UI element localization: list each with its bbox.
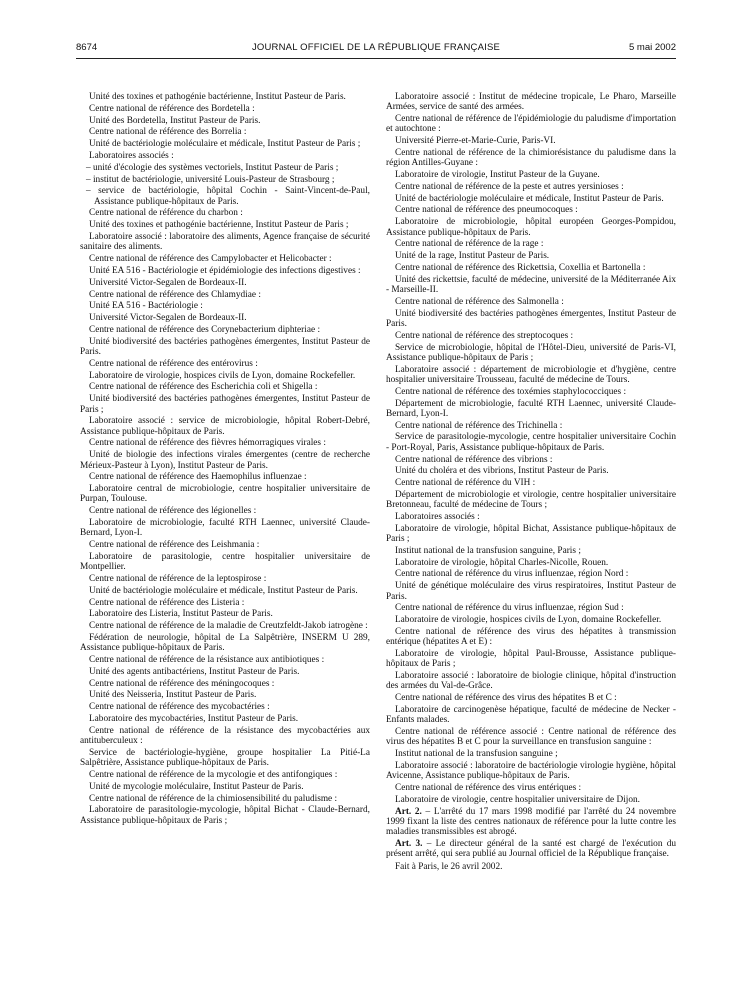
paragraph: Laboratoire de virologie, hôpital Bichat, Assistance publique-hôpitaux de Paris ; xyxy=(386,523,676,545)
paragraph: Centre national de référence des Chlamydiae : xyxy=(89,289,261,300)
paragraph: Département de microbiologie et virologie, centre hospitalier universitaire Bretonneau, faculté de médecine de Tours ; xyxy=(386,489,676,511)
paragraph: Laboratoire associé : Institut de médecine tropicale, Le Pharo, Marseille Armées, service de santé des armées. xyxy=(386,92,676,113)
right-column-list xyxy=(386,92,676,805)
paragraph: Centre national de référence des streptocoques : xyxy=(395,330,574,341)
paragraph: Laboratoire associé : département de microbiologie et d'hygiène, centre hospitalier universitaire Trousseau, faculté de médecine de Tours. xyxy=(386,364,676,385)
paragraph: Unité de génétique moléculaire des virus respiratoires, Institut Pasteur de Paris. xyxy=(386,581,676,602)
paragraph: Unité biodiversité des bactéries pathogènes émergentes, Institut Pasteur de Paris. xyxy=(386,308,676,329)
paragraph: Unité de biologie des infections virales émergentes (centre de recherche Mérieux-Pasteur à Lyon), Institut Pasteur de Paris. xyxy=(80,450,370,471)
paragraph: Unité des rickettsie, faculté de médecine, université de la Méditerranée Aix - Marseille-II. xyxy=(386,274,676,296)
left-column xyxy=(80,92,370,828)
paragraph: – service de bactériologie, hôpital Cochin - Saint-Vincent-de-Paul, Assistance publique-hôpitaux de Paris. xyxy=(86,186,370,207)
paragraph: Centre national de référence des Corynebacterium diphteriae : xyxy=(89,324,321,335)
paragraph: Centre national de référence de la chimiosensibilité du paludisme : xyxy=(89,793,338,804)
paragraph: Centre national de référence de la chimiorésistance du paludisme dans la région Antilles-Guyane : xyxy=(386,147,676,169)
paragraph: Centre national de référence associé : Centre national de référence des virus des hépatites B et C pour la surveillance en transfusion sanguine : xyxy=(386,727,676,748)
paragraph: Centre national de référence des Borrelia : xyxy=(89,127,247,138)
paragraph: Laboratoire associé : service de microbiologie, hôpital Robert-Debré, Assistance publique-hôpitaux de Paris. xyxy=(80,416,370,437)
paragraph: Centre national de référence des Listeria : xyxy=(89,597,245,608)
page-number: 8674 xyxy=(76,42,98,53)
article-2-text: – L'arrêté du 17 mars 1998 modifié par l'arrêté du 24 novembre 1999 fixant la liste des centres nationaux de référence pour la lutte contre les maladies transmissibles est abrogé. xyxy=(386,806,677,838)
paragraph: Centre national de référence de la résistance des mycobactéries aux antituberculeux : xyxy=(80,725,370,747)
paragraph: Centre national de référence des Trichinella : xyxy=(395,420,563,431)
paragraph: – institut de bactériologie, université Louis-Pasteur de Strasbourg ; xyxy=(86,174,335,185)
paragraph: Centre national de référence de la peste et autres yersinioses : xyxy=(395,181,624,192)
paragraph: Institut national de la transfusion sanguine, Paris ; xyxy=(395,545,581,556)
paragraph: Unité du choléra et des vibrions, Institut Pasteur de Paris. xyxy=(395,466,609,477)
paragraph: Centre national de référence des Leishmania : xyxy=(89,540,260,551)
page-header xyxy=(76,42,676,56)
article-2-label: Art. 2. xyxy=(395,806,422,817)
paragraph: Centre national de référence des toxémies staphylococciques : xyxy=(395,386,627,397)
paragraph: Laboratoire associé : laboratoire de bactériologie virologie hygiène, hôpital Avicenne, Assistance publique-hôpitaux de Paris. xyxy=(386,761,676,782)
paragraph: Laboratoires associés : xyxy=(395,511,480,522)
paragraph: Centre national de référence des vibrions : xyxy=(395,454,553,465)
paragraph: Centre national de référence des Haemophilus influenzae : xyxy=(89,472,307,483)
paragraph: Département de microbiologie, faculté RTH Laennec, université Claude-Bernard, Lyon-I. xyxy=(386,398,676,419)
paragraph: Laboratoire de virologie, hôpital Paul-Brousse, Assistance publique-hôpitaux de Paris ; xyxy=(386,649,676,670)
paragraph: Laboratoire de parasitologie, centre hospitalier universitaire de Montpellier. xyxy=(80,551,370,573)
paragraph: Unité EA 516 - Bactériologie : xyxy=(89,301,203,312)
paragraph: Service de microbiologie, hôpital de l'Hôtel-Dieu, université de Paris-VI, Assistance publique-hôpitaux de Paris ; xyxy=(386,342,676,363)
paragraph: Laboratoire de microbiologie, faculté RTH Laennec, université Claude-Bernard, Lyon-I. xyxy=(80,517,370,539)
paragraph: Laboratoire des mycobactéries, Institut Pasteur de Paris. xyxy=(89,714,299,725)
right-column xyxy=(386,92,676,873)
issue-date: 5 mai 2002 xyxy=(628,42,676,53)
header-rule xyxy=(76,58,676,59)
paragraph: Unité des toxines et pathogénie bactérienne, Institut Pasteur de Paris. xyxy=(89,92,346,102)
paragraph: Centre national de référence des virus entériques : xyxy=(395,783,582,794)
paragraph: Centre national de référence des Rickettsia, Coxellia et Bartonella : xyxy=(395,262,646,273)
paragraph: Centre national de référence des fièvres hémorragiques virales : xyxy=(89,438,326,449)
paragraph: Centre national de référence de la mycologie et des antifongiques : xyxy=(89,770,338,781)
paragraph: Institut national de la transfusion sanguine ; xyxy=(395,749,558,760)
paragraph: Laboratoire de microbiologie, hôpital européen Georges-Pompidou, Assistance publique-hôpitaux de Paris. xyxy=(386,217,676,238)
article-2 xyxy=(386,807,676,838)
paragraph: Centre national de référence des virus des hépatites B et C : xyxy=(395,693,617,704)
paragraph: Unité de bactériologie moléculaire et médicale, Institut Pasteur de Paris. xyxy=(395,193,664,204)
paragraph: Université Victor-Segalen de Bordeaux-II. xyxy=(89,277,247,288)
paragraph: Centre national de référence du virus influenzae, région Nord : xyxy=(395,569,629,580)
paragraph: Unité des Neisseria, Institut Pasteur de Paris. xyxy=(89,690,257,701)
paragraph: Centre national de référence des Escherichia coli et Shigella : xyxy=(89,382,318,393)
paragraph: Laboratoire de virologie, centre hospitalier universitaire de Dijon. xyxy=(395,794,640,805)
paragraph: Centre national de référence du VIH : xyxy=(395,478,536,489)
paragraph: Unité des toxines et pathogénie bactérienne, Institut Pasteur de Paris ; xyxy=(89,220,349,231)
paragraph: Centre national de référence des entérovirus : xyxy=(89,358,258,369)
paragraph: Laboratoire des Listeria, Institut Pasteur de Paris. xyxy=(89,609,273,620)
paragraph: Centre national de référence de l'épidémiologie du paludisme d'importation et autochtone : xyxy=(386,114,676,135)
paragraph: Unité de mycologie moléculaire, Institut Pasteur de Paris. xyxy=(89,781,304,792)
paragraph: Laboratoire de virologie, hôpital Charles-Nicolle, Rouen. xyxy=(395,557,609,568)
paragraph: Unité EA 516 - Bactériologie et épidémiologie des infections digestives : xyxy=(89,265,361,276)
paragraph: Centre national de référence de la résistance aux antibiotiques : xyxy=(89,655,325,666)
paragraph: Laboratoire associé : laboratoire de biologie clinique, hôpital d'instruction des armées du Val-de-Grâce. xyxy=(386,671,676,692)
paragraph: Université Victor-Segalen de Bordeaux-II. xyxy=(89,313,247,324)
paragraph: Laboratoire de carcinogenèse hépatique, faculté de médecine de Necker - Enfants malades. xyxy=(386,705,676,726)
paragraph: Centre national de référence des virus des hépatites à transmission entérique (hépatites A et E) : xyxy=(386,626,676,648)
paragraph: Université Pierre-et-Marie-Curie, Paris-VI. xyxy=(395,136,556,147)
paragraph: Centre national de référence des Salmonella : xyxy=(395,296,564,307)
article-3-text: – Le directeur général de la santé est chargé de l'exécution du présent arrêté, qui sera publié au Journal officiel de la République française. xyxy=(386,839,676,860)
paragraph: Laboratoire de parasitologie-mycologie, hôpital Bichat - Claude-Bernard, Assistance publique-hôpitaux de Paris ; xyxy=(80,805,370,826)
paragraph: Laboratoire de virologie, hospices civils de Lyon, domaine Rockefeller. xyxy=(89,370,356,381)
paragraph: Centre national de référence de la leptospirose : xyxy=(89,573,267,584)
paragraph: Unité de la rage, Institut Pasteur de Paris. xyxy=(395,251,550,262)
paragraph: Centre national de référence des Campylobacter et Helicobacter : xyxy=(89,254,332,265)
paragraph: Laboratoire associé : laboratoire des aliments, Agence française de sécurité sanitaire des aliments. xyxy=(80,232,370,253)
paragraph: Unité biodiversité des bactéries pathogènes émergentes, Institut Pasteur de Paris. xyxy=(80,336,370,358)
journal-title: JOURNAL OFFICIEL DE LA RÉPUBLIQUE FRANÇAISE xyxy=(251,42,501,53)
paragraph: Centre national de référence des légionelles : xyxy=(89,506,257,517)
paragraph: Unité biodiversité des bactéries pathogènes émergentes, Institut Pasteur de Paris ; xyxy=(80,394,370,415)
signature-line: Fait à Paris, le 26 avril 2002. xyxy=(395,861,503,872)
paragraph: Unité de bactériologie moléculaire et médicale, Institut Pasteur de Paris. xyxy=(89,585,358,596)
paragraph: Laboratoire central de microbiologie, centre hospitalier universitaire de Purpan, Toulouse. xyxy=(80,484,370,505)
paragraph: Service de parasitologie-mycologie, centre hospitalier universitaire Cochin - Port-Royal, Paris, Assistance publique-hôpitaux de Paris. xyxy=(386,432,676,453)
paragraph: Centre national de référence du charbon : xyxy=(89,208,243,219)
paragraph: Unité des agents antibactériens, Institut Pasteur de Paris. xyxy=(89,666,300,677)
paragraph: Unité de bactériologie moléculaire et médicale, Institut Pasteur de Paris ; xyxy=(89,139,361,150)
paragraph: Centre national de référence des pneumocoques : xyxy=(395,205,578,216)
paragraph: Centre national de référence des mycobactéries : xyxy=(89,702,270,713)
paragraph: Centre national de référence de la rage : xyxy=(395,239,544,250)
paragraph: Centre national de référence du virus influenzae, région Sud : xyxy=(395,603,624,614)
article-3-label: Art. 3. xyxy=(395,839,423,850)
paragraph: – unité d'écologie des systèmes vectoriels, Institut Pasteur de Paris ; xyxy=(86,162,339,173)
paragraph: Centre national de référence de la maladie de Creutzfeldt-Jakob iatrogène : xyxy=(89,621,368,632)
paragraph: Centre national de référence des Bordetella : xyxy=(89,103,255,114)
paragraph: Unité des Bordetella, Institut Pasteur de Paris. xyxy=(89,115,261,126)
paragraph: Fédération de neurologie, hôpital de La Salpêtrière, INSERM U 289, Assistance publique-hôpitaux de Paris. xyxy=(80,632,370,654)
paragraph: Laboratoire de virologie, Institut Pasteur de la Guyane. xyxy=(395,170,600,181)
paragraph: Laboratoire de virologie, hospices civils de Lyon, domaine Rockefeller. xyxy=(395,615,662,626)
paragraph: Service de bactériologie-hygiène, groupe hospitalier La Pitié-La Salpêtrière, Assistance publique-hôpitaux de Paris. xyxy=(80,747,370,769)
paragraph: Laboratoires associés : xyxy=(89,150,174,161)
article-3 xyxy=(386,839,676,860)
paragraph: Centre national de référence des méningocoques : xyxy=(89,678,275,689)
